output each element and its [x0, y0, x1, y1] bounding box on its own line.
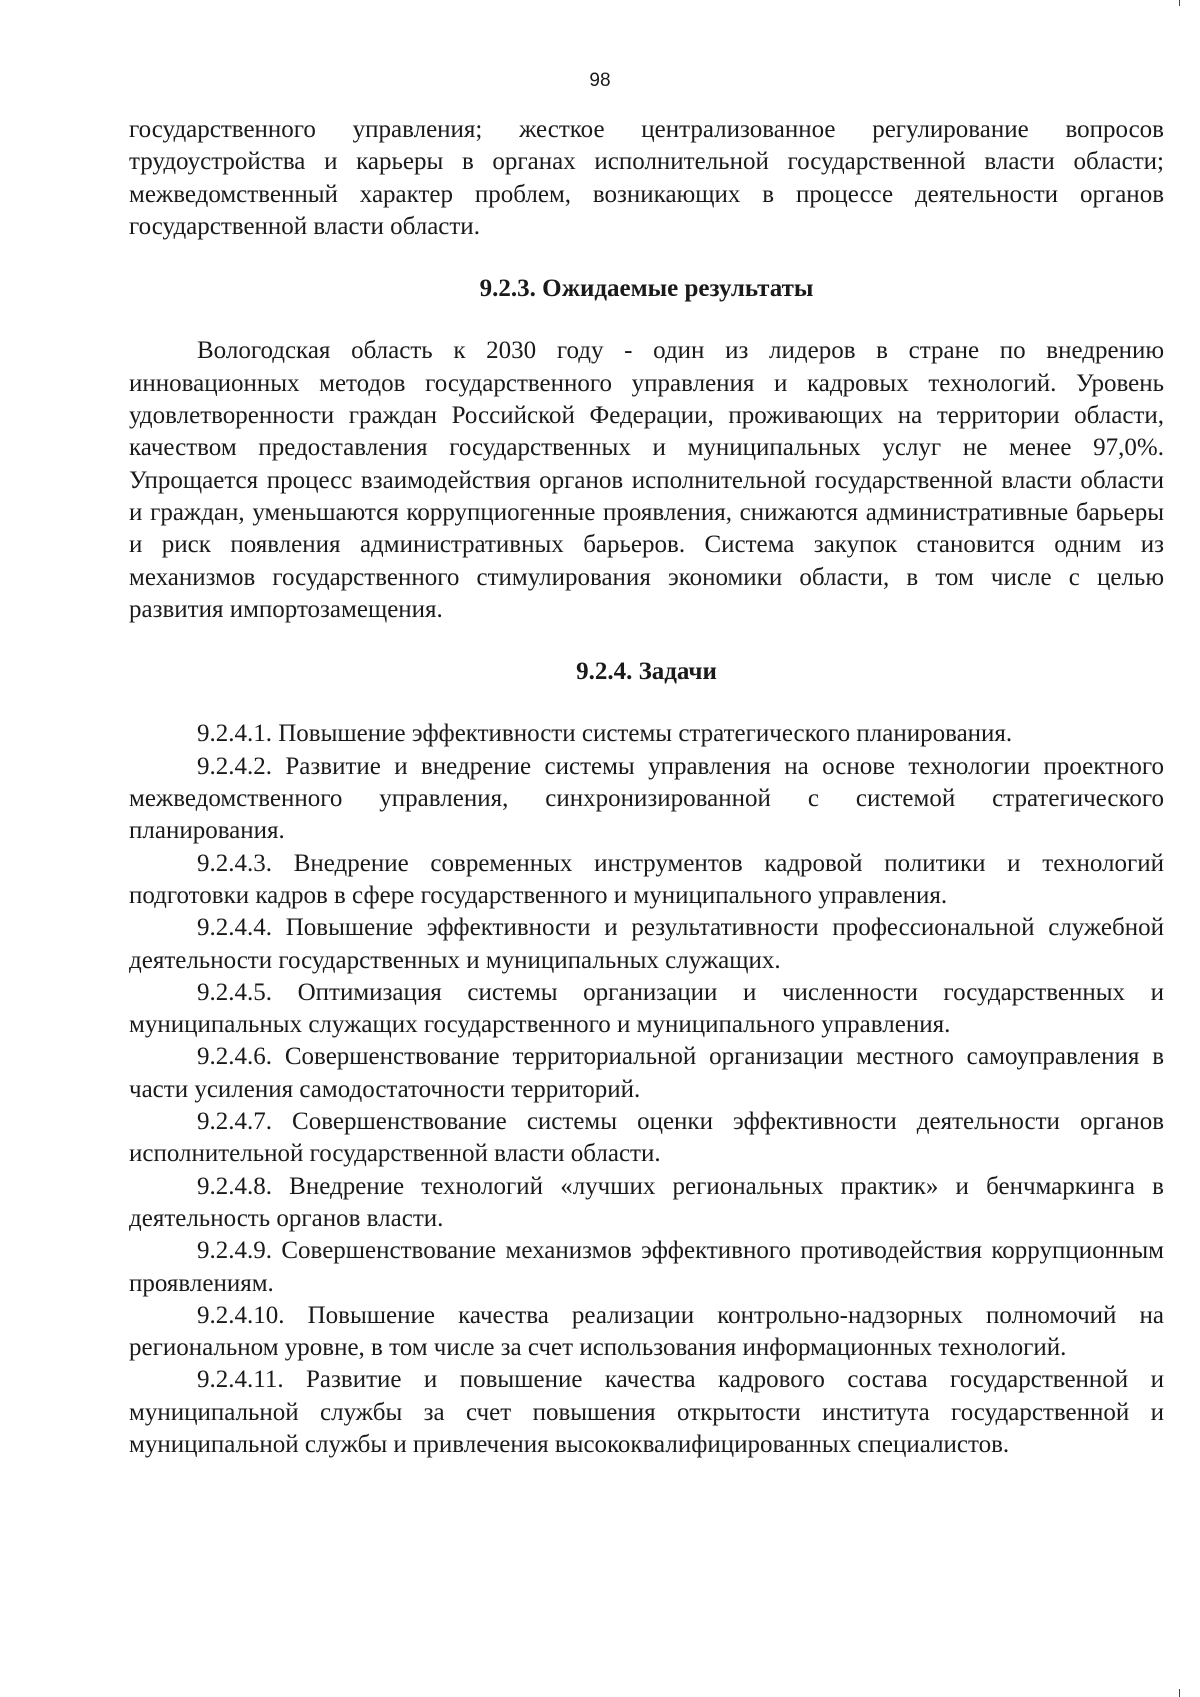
section-title-tasks: 9.2.4. Задачи — [576, 658, 717, 686]
task-item: 9.2.4.11. Развитие и повышение качества кадрового состава государственной и муниципальной службы за счет повышения открытости института государственной и муниципальной службы и привлечения высококвалифицированных специалистов. — [129, 1366, 1164, 1458]
task-item: 9.2.4.2. Развитие и внедрение системы управления на основе технологии проектного межведомственного управления, синхронизированной с системой стратегического планирования. — [129, 752, 1164, 845]
page-number: 98 — [589, 70, 611, 91]
intro-paragraph: государственного управления; жесткое централизованное регулирование вопросов трудоустройства и карьеры в органах исполнительной государственной власти области; межведомственный характер проблем, возникающих в процессе деятельности органов государственной власти области. — [129, 116, 1164, 240]
task-item: 9.2.4.4. Повышение эффективности и результативности профессиональной служебной деятельности государственных и муниципальных служащих. — [129, 914, 1164, 974]
section-title-expected-results: 9.2.3. Ожидаемые результаты — [479, 275, 814, 303]
task-item: 9.2.4.3. Внедрение современных инструментов кадровой политики и технологий подготовки кадров в сфере государственного и муниципального управления. — [129, 849, 1164, 909]
task-item: 9.2.4.8. Внедрение технологий «лучших региональных практик» и бенчмаркинга в деятельность органов власти. — [129, 1172, 1164, 1232]
expected-results-paragraph: Вологодская область к 2030 году - один из лидеров в стране по внедрению инновационных методов государственного управления и кадровых технологий. Уровень удовлетворенности граждан Российской Федерации, проживающих на территории области, качеством предоставления государственных и муниципальных услуг не менее 97,0%. Упрощается процесс взаимодействия органов исполнительной государственной власти области и граждан, уменьшаются коррупциогенные проявления, снижаются административные барьеры и риск появления административных барьеров. Система закупок становится одним из механизмов государственного стимулирования экономики области, в том числе с целью развития импортозамещения. — [129, 337, 1164, 623]
document-body — [129, 114, 1164, 1461]
task-item: 9.2.4.10. Повышение качества реализации контрольно-надзорных полномочий на региональном уровне, в том числе за счет использования информационных технологий. — [129, 1301, 1164, 1362]
scan-edge-mark-top — [1179, 0, 1180, 6]
task-item: 9.2.4.5. Оптимизация системы организации и численности государственных и муниципальных служащих государственного и муниципального управления. — [129, 978, 1164, 1039]
task-item: 9.2.4.7. Совершенствование системы оценки эффективности деятельности органов исполнительной государственной власти области. — [129, 1108, 1164, 1168]
tasks-list — [129, 718, 1164, 1461]
scan-edge-mark-bottom — [1179, 1689, 1180, 1697]
task-item: 9.2.4.1. Повышение эффективности системы стратегического планирования. — [197, 720, 1013, 748]
task-item: 9.2.4.6. Совершенствование территориальной организации местного самоуправления в части усиления самодостаточности территорий. — [129, 1043, 1164, 1103]
task-item: 9.2.4.9. Совершенствование механизмов эффективного противодействия коррупционным проявлениям. — [129, 1237, 1164, 1297]
